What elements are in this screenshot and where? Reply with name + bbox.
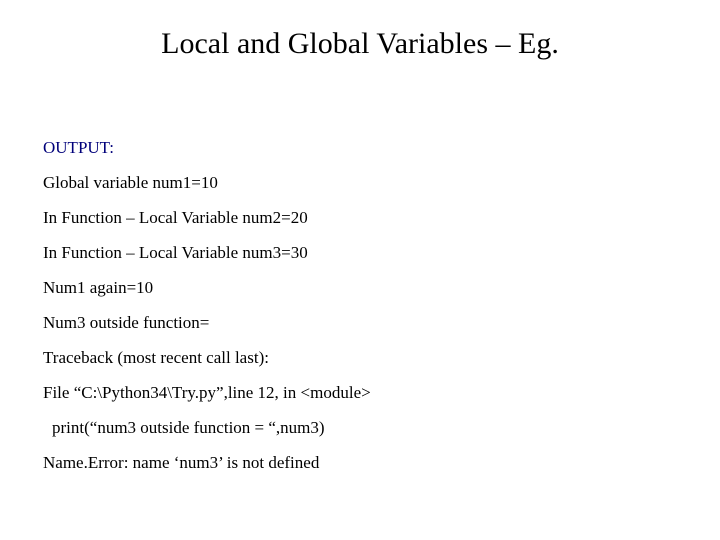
output-line-local-num2: In Function – Local Variable num2=20 [43,208,308,227]
traceback-code-line: print(“num3 outside function = “,num3) [52,418,325,437]
output-text-block [43,136,703,486]
output-line-num3-outside: Num3 outside function= [43,313,210,332]
slide-title: Local and Global Variables – Eg. [161,27,559,60]
output-label: OUTPUT: [43,138,114,157]
output-line-global-num1: Global variable num1=10 [43,173,218,192]
traceback-file-line: File “C:\Python34\Try.py”,line 12, in <module> [43,383,371,402]
output-line-num1-again: Num1 again=10 [43,278,154,297]
traceback-header: Traceback (most recent call last): [43,348,269,367]
error-message: Name.Error: name ‘num3’ is not defined [43,453,320,472]
output-line-local-num3: In Function – Local Variable num3=30 [43,243,308,262]
